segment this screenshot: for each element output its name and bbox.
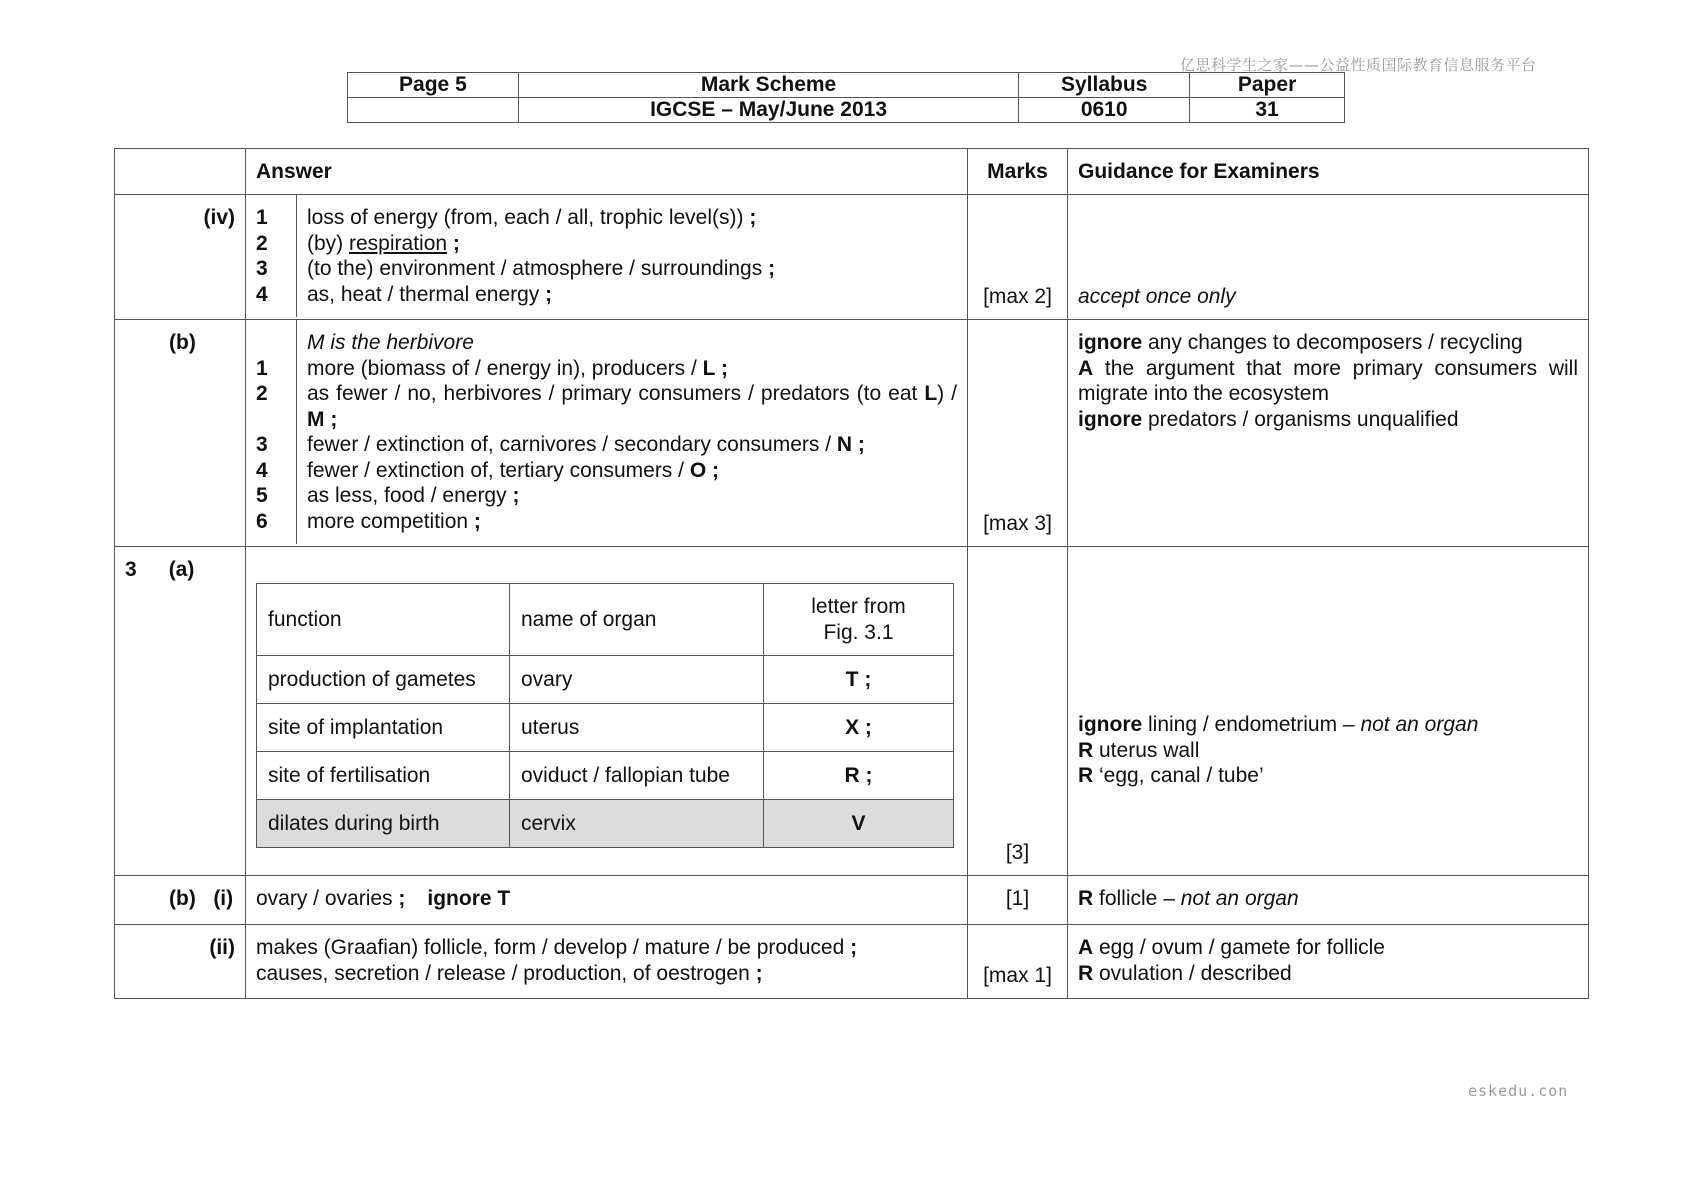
- answer-cell: ovary / ovaries ; ignore T: [246, 876, 968, 925]
- exam-session: IGCSE – May/June 2013: [518, 98, 1018, 123]
- point-text: as less, food / energy ;: [307, 484, 520, 507]
- answer-cell: [246, 925, 968, 999]
- point-texts: [297, 320, 967, 544]
- organ-function: site of implantation: [257, 704, 510, 752]
- guidance-line: ignore lining / endometrium – not an organ: [1078, 713, 1479, 736]
- organ-table-row-given: [257, 800, 954, 848]
- header-row-1: [348, 73, 1345, 98]
- organ-name: uterus: [510, 704, 764, 752]
- column-header-question: [115, 149, 246, 195]
- page-header-table: [347, 72, 1345, 123]
- point-text: fewer / extinction of, tertiary consumers / O ;: [307, 458, 719, 482]
- answer-cell: [246, 320, 968, 547]
- organ-name: ovary: [510, 656, 764, 704]
- header-blank: [348, 98, 519, 123]
- organ-table-row: [257, 656, 954, 704]
- guidance-line: ignore any changes to decomposers / recycling: [1078, 331, 1523, 354]
- guidance-cell: R follicle – not an organ: [1068, 876, 1589, 925]
- point-text: fewer / extinction of, carnivores / secondary consumers / N ;: [307, 433, 865, 456]
- row-q-iv: [115, 195, 1589, 320]
- point-text: (to the) environment / atmosphere / surroundings ;: [307, 257, 776, 280]
- row-q3a: [115, 547, 1589, 876]
- watermark-bottom: eskedu.con: [1468, 1082, 1569, 1100]
- guidance-cell: [1068, 195, 1589, 320]
- paper-label: Paper: [1190, 73, 1345, 98]
- organ-function: production of gametes: [257, 656, 510, 704]
- marks-cell: [1]: [968, 876, 1068, 925]
- header-row-2: [348, 98, 1345, 123]
- guidance-line: A the argument that more primary consumers will migrate into the ecosystem: [1078, 356, 1578, 405]
- point-texts: [297, 195, 785, 317]
- point-text: more competition ;: [307, 509, 481, 533]
- organ-letter: X ;: [764, 704, 954, 752]
- question-label: 3 (a): [115, 547, 246, 876]
- row-q3bi: [115, 876, 1589, 925]
- page-number: Page 5: [348, 73, 519, 98]
- point-number: 6: [256, 509, 268, 533]
- point-text: loss of energy (from, each / all, trophic level(s)) ;: [307, 206, 757, 229]
- marks-cell: [max 2]: [968, 195, 1068, 320]
- paper-number: 31: [1190, 98, 1345, 123]
- question-label: (ii): [115, 925, 246, 999]
- guidance-line: ignore predators / organisms unqualified: [1078, 407, 1459, 431]
- point-number: 2: [256, 231, 268, 255]
- point-number: 2: [256, 382, 268, 405]
- organ-table-row: [257, 752, 954, 800]
- point-number: 1: [256, 356, 268, 380]
- organ-name: oviduct / fallopian tube: [510, 752, 764, 800]
- organ-function: site of fertilisation: [257, 752, 510, 800]
- answer-cell: [246, 547, 968, 876]
- point-number: 3: [256, 257, 268, 280]
- organ-table: [256, 583, 954, 848]
- point-number: 4: [256, 282, 268, 306]
- point-number: 3: [256, 433, 268, 456]
- organ-name: cervix: [510, 800, 764, 848]
- guidance-text: accept once only: [1078, 284, 1236, 308]
- guidance-line: R ‘egg, canal / tube’: [1078, 764, 1264, 787]
- point-number: 1: [256, 206, 268, 229]
- question-label: (b): [115, 320, 246, 547]
- answer-line: makes (Graafian) follicle, form / develop / mature / be produced ;: [256, 936, 858, 959]
- question-label: (b) (i): [115, 876, 246, 925]
- point-numbers: [246, 195, 297, 317]
- column-header-marks: Marks: [968, 149, 1068, 195]
- point-text: as, heat / thermal energy ;: [307, 282, 553, 306]
- organ-table-header: [257, 584, 954, 656]
- row-q-b: [115, 320, 1589, 547]
- organ-table-row: [257, 704, 954, 752]
- mark-scheme-table: [114, 148, 1589, 999]
- syllabus-label: Syllabus: [1019, 73, 1190, 98]
- organ-header-function: function: [257, 584, 510, 656]
- organ-header-name: name of organ: [510, 584, 764, 656]
- marks-cell: [3]: [968, 547, 1068, 876]
- organ-letter: V: [764, 800, 954, 848]
- column-header-row: [115, 149, 1589, 195]
- marks-cell: [max 3]: [968, 320, 1068, 547]
- guidance-line: R ovulation / described: [1078, 961, 1292, 985]
- answer-line: causes, secretion / release / production, of oestrogen ;: [256, 961, 763, 985]
- point-number: 5: [256, 484, 268, 507]
- point-number: 4: [256, 458, 268, 482]
- watermark-top: 亿思科学生之家——公益性质国际教育信息服务平台: [1180, 56, 1537, 74]
- guidance-line: A egg / ovum / gamete for follicle: [1078, 936, 1385, 959]
- column-header-answer: Answer: [246, 149, 968, 195]
- guidance-cell: [1068, 925, 1589, 999]
- organ-function: dilates during birth: [257, 800, 510, 848]
- point-text: more (biomass of / energy in), producers / L ;: [307, 356, 728, 380]
- guidance-cell: [1068, 320, 1589, 547]
- question-label: (iv): [115, 195, 246, 320]
- answer-cell: [246, 195, 968, 320]
- marks-cell: [max 1]: [968, 925, 1068, 999]
- document-title: Mark Scheme: [518, 73, 1018, 98]
- syllabus-code: 0610: [1019, 98, 1190, 123]
- organ-letter: T ;: [764, 656, 954, 704]
- point-text: as fewer / no, herbivores / primary consumers / predators (to eat L) / M ;: [307, 382, 957, 431]
- guidance-cell: [1068, 547, 1589, 876]
- organ-header-letter: letter from Fig. 3.1: [764, 584, 954, 656]
- point-intro: M is the herbivore: [307, 331, 474, 354]
- column-header-guidance: Guidance for Examiners: [1068, 149, 1589, 195]
- point-text: (by) respiration ;: [307, 231, 460, 255]
- row-q3bii: [115, 925, 1589, 999]
- organ-letter: R ;: [764, 752, 954, 800]
- guidance-line: R uterus wall: [1078, 738, 1200, 762]
- point-numbers: [246, 320, 297, 544]
